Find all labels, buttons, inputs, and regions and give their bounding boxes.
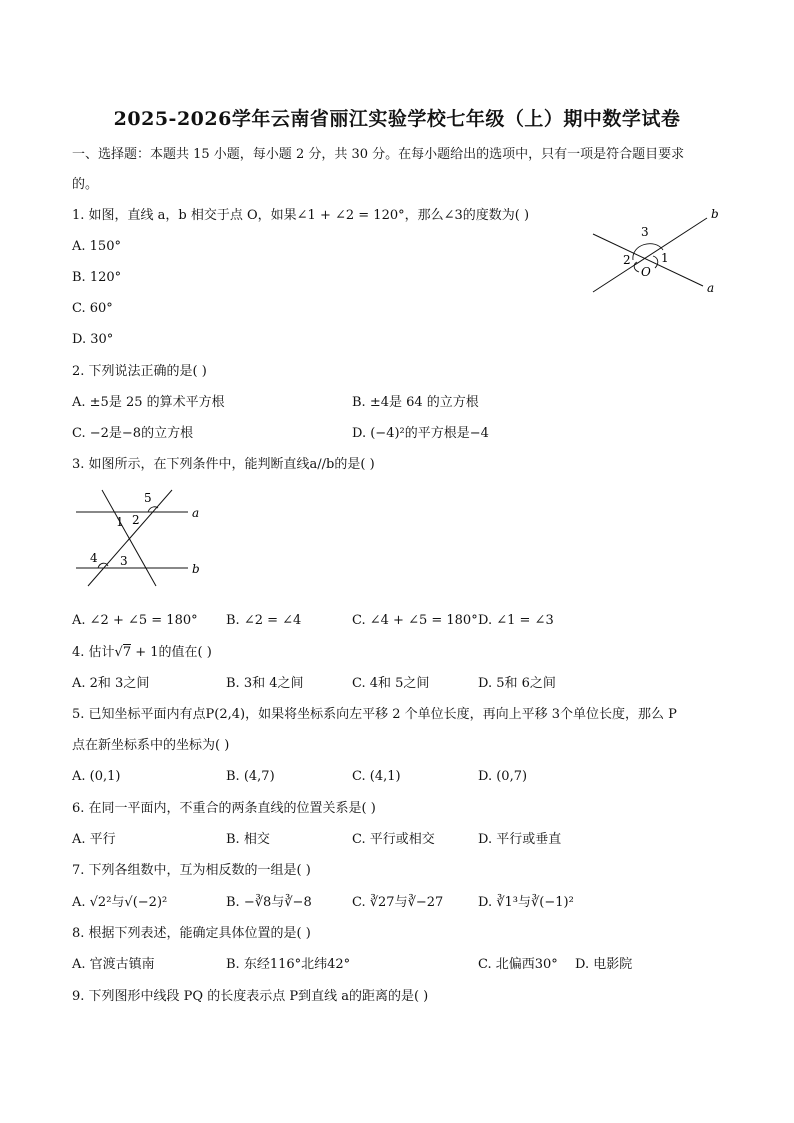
q7-option-b: B. −∛8与∛−8 — [226, 895, 312, 910]
q4-stem — [72, 644, 212, 662]
q5-option-d: D. (0,7) — [478, 769, 528, 784]
q4-option-c: C. 4和 5之间 — [352, 676, 430, 691]
q6-option-a: A. 平行 — [72, 832, 116, 847]
q5-stem-line1: 5. 已知坐标平面内有点P(2,4)，如果将坐标系向左平移 2 个单位长度，再向上平移 3个单位长度，那么 P — [72, 707, 677, 722]
label-2: 2 — [623, 253, 631, 267]
q5-option-a: A. (0,1) — [72, 769, 121, 784]
q6-option-c: C. 平行或相交 — [352, 832, 435, 847]
q9-stem: 9. 下列图形中线段 PQ 的长度表示点 P到直线 a的距离的是( ) — [72, 989, 429, 1004]
transversal-2 — [88, 490, 172, 586]
q5-option-c: C. (4,1) — [352, 769, 401, 784]
q1-figure — [585, 200, 725, 300]
section-instructions-line1: 一、选择题：本题共 15 小题，每小题 2 分，共 30 分。在每小题给出的选项中，只有一项是符合题目要求 — [72, 147, 685, 162]
q8-stem: 8. 根据下列表述，能确定具体位置的是( ) — [72, 926, 311, 941]
label-b: b — [192, 562, 200, 576]
label-1: 1 — [661, 251, 669, 265]
q6-option-d: D. 平行或垂直 — [478, 832, 562, 847]
sqrt-symbol: √ — [114, 645, 123, 660]
label-o: O — [641, 265, 651, 279]
q3-stem: 3. 如图所示，在下列条件中，能判断直线a//b的是( ) — [72, 457, 375, 472]
q6-stem: 6. 在同一平面内，不重合的两条直线的位置关系是( ) — [72, 801, 376, 816]
label-b: b — [711, 207, 719, 221]
label-1: 1 — [116, 515, 124, 529]
label-3: 3 — [641, 225, 649, 239]
q8-option-d: D. 电影院 — [575, 957, 633, 972]
q3-option-b: B. ∠2 = ∠4 — [226, 613, 302, 628]
q3-figure — [72, 488, 212, 588]
label-4: 4 — [90, 551, 98, 565]
q7-stem: 7. 下列各组数中，互为相反数的一组是( ) — [72, 863, 311, 878]
label-2: 2 — [132, 513, 140, 527]
q8-option-b: B. 东经116°北纬42° — [226, 957, 351, 972]
q8-option-c: C. 北偏西30° — [478, 957, 558, 972]
q2-option-a: A. ±5是 25 的算术平方根 — [72, 395, 225, 410]
label-a: a — [192, 506, 200, 520]
q8-option-a: A. 官渡古镇南 — [72, 957, 155, 972]
q4-option-a: A. 2和 3之间 — [72, 676, 150, 691]
angle-1-arc — [653, 256, 658, 268]
page-title: 2025-2026学年云南省丽江实验学校七年级（上）期中数学试卷 — [113, 108, 681, 130]
q4-option-b: B. 3和 4之间 — [226, 676, 304, 691]
line-b — [593, 218, 707, 292]
q4-stem-prefix: 4. 估计 — [72, 645, 115, 660]
section-instructions-line2: 的。 — [72, 177, 99, 192]
q1-option-c: C. 60° — [72, 301, 113, 316]
q1-stem: 1. 如图，直线 a，b 相交于点 O，如果∠1 + ∠2 = 120°，那么∠3的度数为( ) — [72, 208, 530, 223]
q4-option-d: D. 5和 6之间 — [478, 676, 556, 691]
q4-stem-suffix: + 1的值在( ) — [131, 645, 212, 660]
label-5: 5 — [144, 491, 152, 505]
q7-option-a: A. √2²与√(−2)² — [72, 895, 168, 910]
q4-radicand: 7 — [122, 645, 132, 660]
q3-option-a: A. ∠2 + ∠5 = 180° — [72, 613, 198, 628]
q7-option-c: C. ∛27与∛−27 — [352, 895, 444, 910]
q2-stem: 2. 下列说法正确的是( ) — [72, 364, 207, 379]
q7-option-d: D. ∛1³与∛(−1)² — [478, 895, 574, 910]
q6-option-b: B. 相交 — [226, 832, 270, 847]
q5-option-b: B. (4,7) — [226, 769, 275, 784]
label-3: 3 — [120, 554, 128, 568]
q2-option-c: C. −2是−8的立方根 — [72, 426, 194, 441]
q3-option-c: C. ∠4 + ∠5 = 180° — [352, 613, 478, 628]
q1-option-a: A. 150° — [72, 239, 121, 254]
q5-stem-line2: 点在新坐标系中的坐标为( ) — [72, 738, 230, 753]
q2-option-b: B. ±4是 64 的立方根 — [352, 395, 479, 410]
q1-option-b: B. 120° — [72, 270, 122, 285]
angle-3-arc — [633, 244, 663, 260]
q1-option-d: D. 30° — [72, 332, 114, 347]
q2-option-d: D. (−4)²的平方根是−4 — [352, 426, 489, 441]
q3-option-d: D. ∠1 = ∠3 — [478, 613, 554, 628]
label-a: a — [707, 281, 715, 295]
